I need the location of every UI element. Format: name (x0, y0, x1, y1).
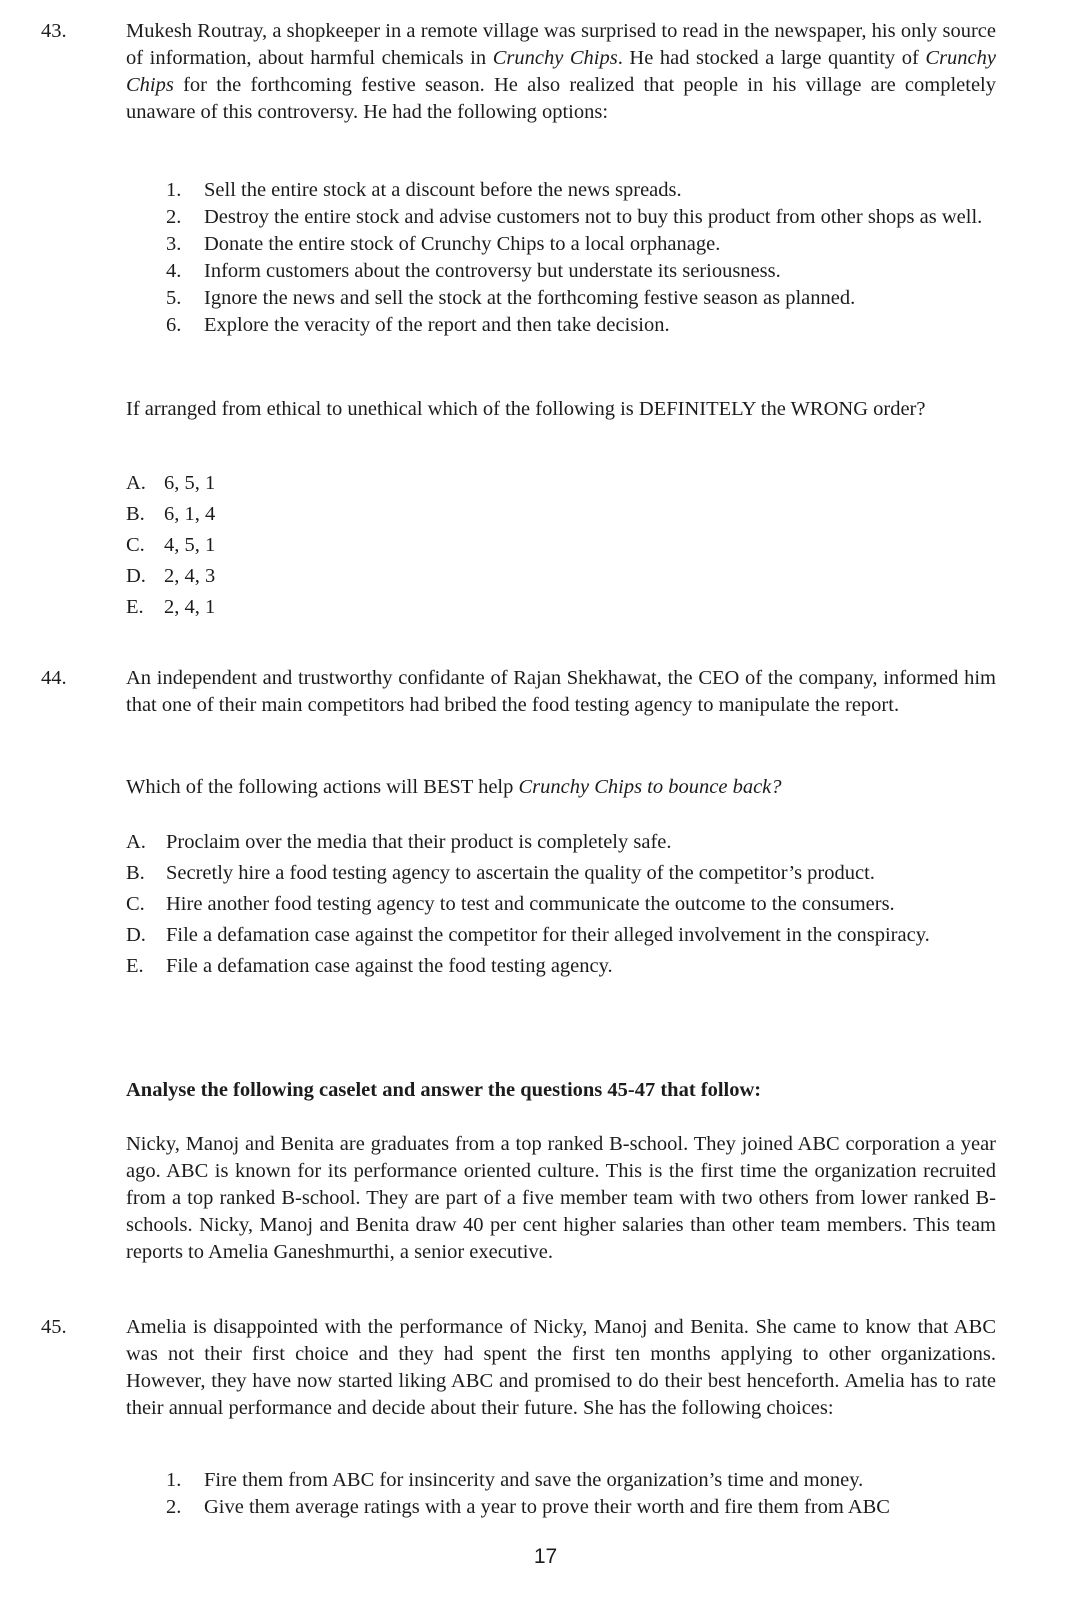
q44-option-a[interactable]: A. Proclaim over the media that their product is completely safe. (126, 831, 672, 853)
q43-choice-1: 1. Sell the entire stock at a discount before the news spreads. (166, 179, 682, 201)
question-44-number: 44. (41, 667, 67, 689)
q43-stem-e: for the forthcoming festive season. He also realized that people in his village are completely unaware of this controversy. He had the following options: (126, 74, 996, 123)
q43-option-a[interactable]: A. 6, 5, 1 (126, 472, 216, 494)
q44-option-b[interactable]: B. Secretly hire a food testing agency to ascertain the quality of the competitor’s product. (126, 862, 875, 884)
question-45-choices (166, 1467, 996, 1521)
question-45-number: 45. (41, 1316, 67, 1338)
q44-option-d[interactable]: D. File a defamation case against the competitor for their alleged involvement in the conspiracy. (126, 924, 930, 946)
q43-stem-a: Mukesh Routray, a shopkeeper in a remote village was surprised to read in the newspaper, his only source of information, about harmful chemicals in (126, 20, 996, 69)
q43-choice-5: 5. Ignore the news and sell the stock at the forthcoming festive season as planned. (166, 287, 856, 309)
q43-choice-2: 2. Destroy the entire stock and advise customers not to buy this product from other shops as well. (166, 206, 983, 228)
q43-option-e[interactable]: E. 2, 4, 1 (126, 596, 216, 618)
q43-option-b[interactable]: B. 6, 1, 4 (126, 503, 216, 525)
question-43-prompt: If arranged from ethical to unethical which of the following is DEFINITELY the WRONG order? (126, 398, 926, 420)
q43-stem-c: . He had stocked a large quantity of (617, 47, 926, 69)
page-number: 17 (533, 1545, 558, 1568)
question-44-options (126, 829, 996, 984)
q43-choice-3: 3. Donate the entire stock of Crunchy Chips to a local orphanage. (166, 233, 721, 255)
question-43-choices (166, 177, 996, 339)
q43-option-d[interactable]: D. 2, 4, 3 (126, 565, 216, 587)
question-43-stem (126, 18, 996, 126)
q45-choice-2: 2. Give them average ratings with a year to prove their worth and fire them from ABC (166, 1496, 890, 1518)
caselet-heading: Analyse the following caselet and answer the questions 45-47 that follow: (126, 1079, 762, 1101)
q44-prompt-a: Which of the following actions will BEST help (126, 776, 519, 798)
q43-option-c[interactable]: C. 4, 5, 1 (126, 534, 216, 556)
caselet-text: Nicky, Manoj and Benita are graduates from a top ranked B-school. They joined ABC corporation a year ago. ABC is known for its performance oriented culture. This is the first time the organization recruited from a top ranked B-school. They are part of a five member team with two others from lower ranked B-schools. Nicky, Manoj and Benita draw 40 per cent higher salaries than other team members. This team reports to Amelia Ganeshmurthi, a senior executive. (126, 1133, 996, 1263)
q43-choice-6: 6. Explore the veracity of the report and then take decision. (166, 314, 670, 336)
q44-option-e[interactable]: E. File a defamation case against the food testing agency. (126, 955, 613, 977)
q43-brand-1: Crunchy Chips (492, 47, 618, 69)
q43-brand-2: Crunchy Chips (126, 47, 996, 96)
question-44-prompt (126, 774, 996, 801)
question-45-stem: Amelia is disappointed with the performance of Nicky, Manoj and Benita. She came to know that ABC was not their first choice and they had spent the first ten months applying to other organizations. However, they have now started liking ABC and promised to do their best henceforth. Amelia has to rate their annual performance and decide about their future. She has the following choices: (126, 1316, 996, 1419)
question-44-stem: An independent and trustworthy confidante of Rajan Shekhawat, the CEO of the company, informed him that one of their main competitors had bribed the food testing agency to manipulate the report. (126, 667, 996, 716)
question-43-options (126, 470, 996, 625)
q45-choice-1: 1. Fire them from ABC for insincerity and save the organization’s time and money. (166, 1469, 864, 1491)
question-43-number: 43. (41, 20, 67, 42)
q44-option-c[interactable]: C. Hire another food testing agency to test and communicate the outcome to the consumers. (126, 893, 895, 915)
q43-choice-4: 4. Inform customers about the controversy but understate its seriousness. (166, 260, 781, 282)
q44-prompt-b: Crunchy Chips to bounce back? (518, 776, 782, 798)
